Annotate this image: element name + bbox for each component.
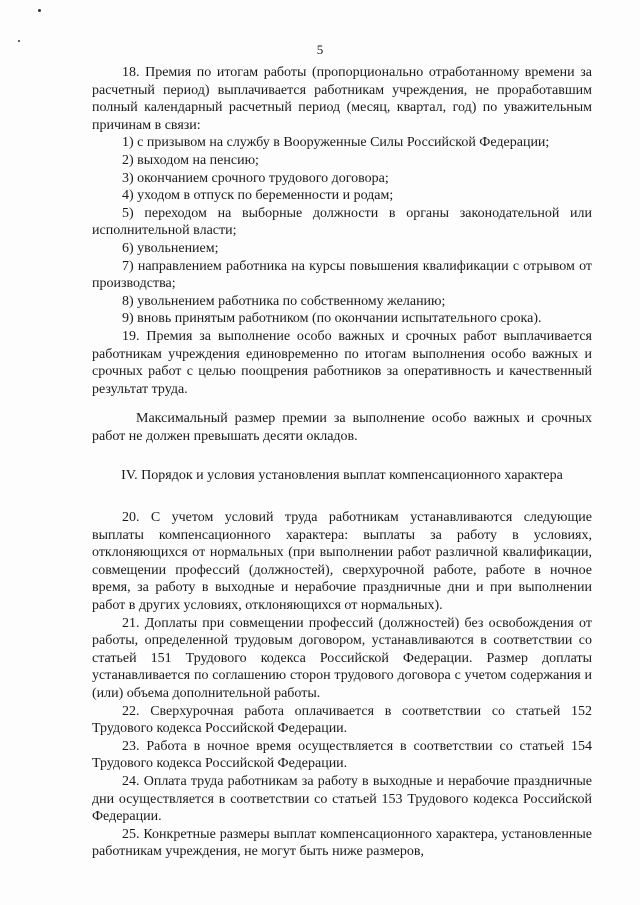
scan-speck <box>38 9 41 12</box>
paragraph-24: 24. Оплата труда работникам за работу в выходные и нерабочие праздничные дни осуществляется в соответствии со статьей 153 Трудового кодекса Российской Федерации. <box>92 773 592 825</box>
paragraph-22: 22. Сверхурочная работа оплачивается в соответствии со статьей 152 Трудового кодекса Российской Федерации. <box>92 703 592 737</box>
paragraph-18: 18. Премия по итогам работы (пропорционально отработанному времени за расчетный период) выплачивается работникам учреждения, не проработавшим полный календарный расчетный период (месяц, квартал, год) по уважительным причинам в связи: <box>92 65 592 133</box>
paragraph-25: 25. Конкретные размеры выплат компенсационного характера, установленные работникам учреждения, не могут быть ниже размеров, <box>92 826 592 860</box>
list-item-18-6: 6) увольнением; <box>122 240 219 256</box>
list-item-18-1: 1) с призывом на службу в Вооруженные Силы Российской Федерации; <box>122 135 550 151</box>
paragraph-20: 20. С учетом условий труда работникам устанавливаются следующие выплаты компенсационного характера: выплаты за работу в условиях, отклоняющихся от нормальных (при выполнении работ различной квалификации, совмещении профессий (должностей), сверхурочной работе, работе в ночное время, за работу в выходные и нерабочие праздничные дни и при выполнении работ в других условиях, отклоняющихся от нормальных). <box>92 510 592 614</box>
list-item-18-7: 7) направлением работника на курсы повышения квалификации с отрывом от производства; <box>92 258 592 292</box>
list-item-18-8: 8) увольнением работника по собственному желанию; <box>122 293 446 309</box>
list-item-18-5: 5) переходом на выборные должности в органы законодательной или исполнительной власти; <box>92 205 592 239</box>
document-body <box>92 64 592 861</box>
list-item-18-3: 3) окончанием срочного трудового договора; <box>122 170 389 186</box>
paragraph-23: 23. Работа в ночное время осуществляется в соответствии со статьей 154 Трудового кодекса Российской Федерации. <box>92 738 592 772</box>
list-item-18-2: 2) выходом на пенсию; <box>122 152 259 168</box>
section-heading: IV. Порядок и условия установления выплат компенсационного характера <box>121 468 563 484</box>
list-item-18-9: 9) вновь принятым работником (по окончании испытательного срока). <box>122 311 542 327</box>
paragraph-21: 21. Доплаты при совмещении профессий (должностей) без освобождения от работы, определенной трудовым договором, устанавливаются в соответствии со статьей 151 Трудового кодекса Российской Федерации. Размер доплаты устанавливается по соглашению сторон трудового договора с учетом содержания и (или) объема дополнительной работы. <box>92 615 592 701</box>
paragraph-max-bonus: Максимальный размер премии за выполнение особо важных и срочных работ не должен превышать десяти окладов. <box>92 411 592 444</box>
paragraph-19: 19. Премия за выполнение особо важных и срочных работ выплачивается работникам учреждения единовременно по итогам выполнения особо важных и срочных работ с целью поощрения работников за оперативность и качественный результат труда. <box>92 328 592 397</box>
page-number: 5 <box>316 42 324 57</box>
list-item-18-4: 4) уходом в отпуск по беременности и родам; <box>122 188 394 204</box>
